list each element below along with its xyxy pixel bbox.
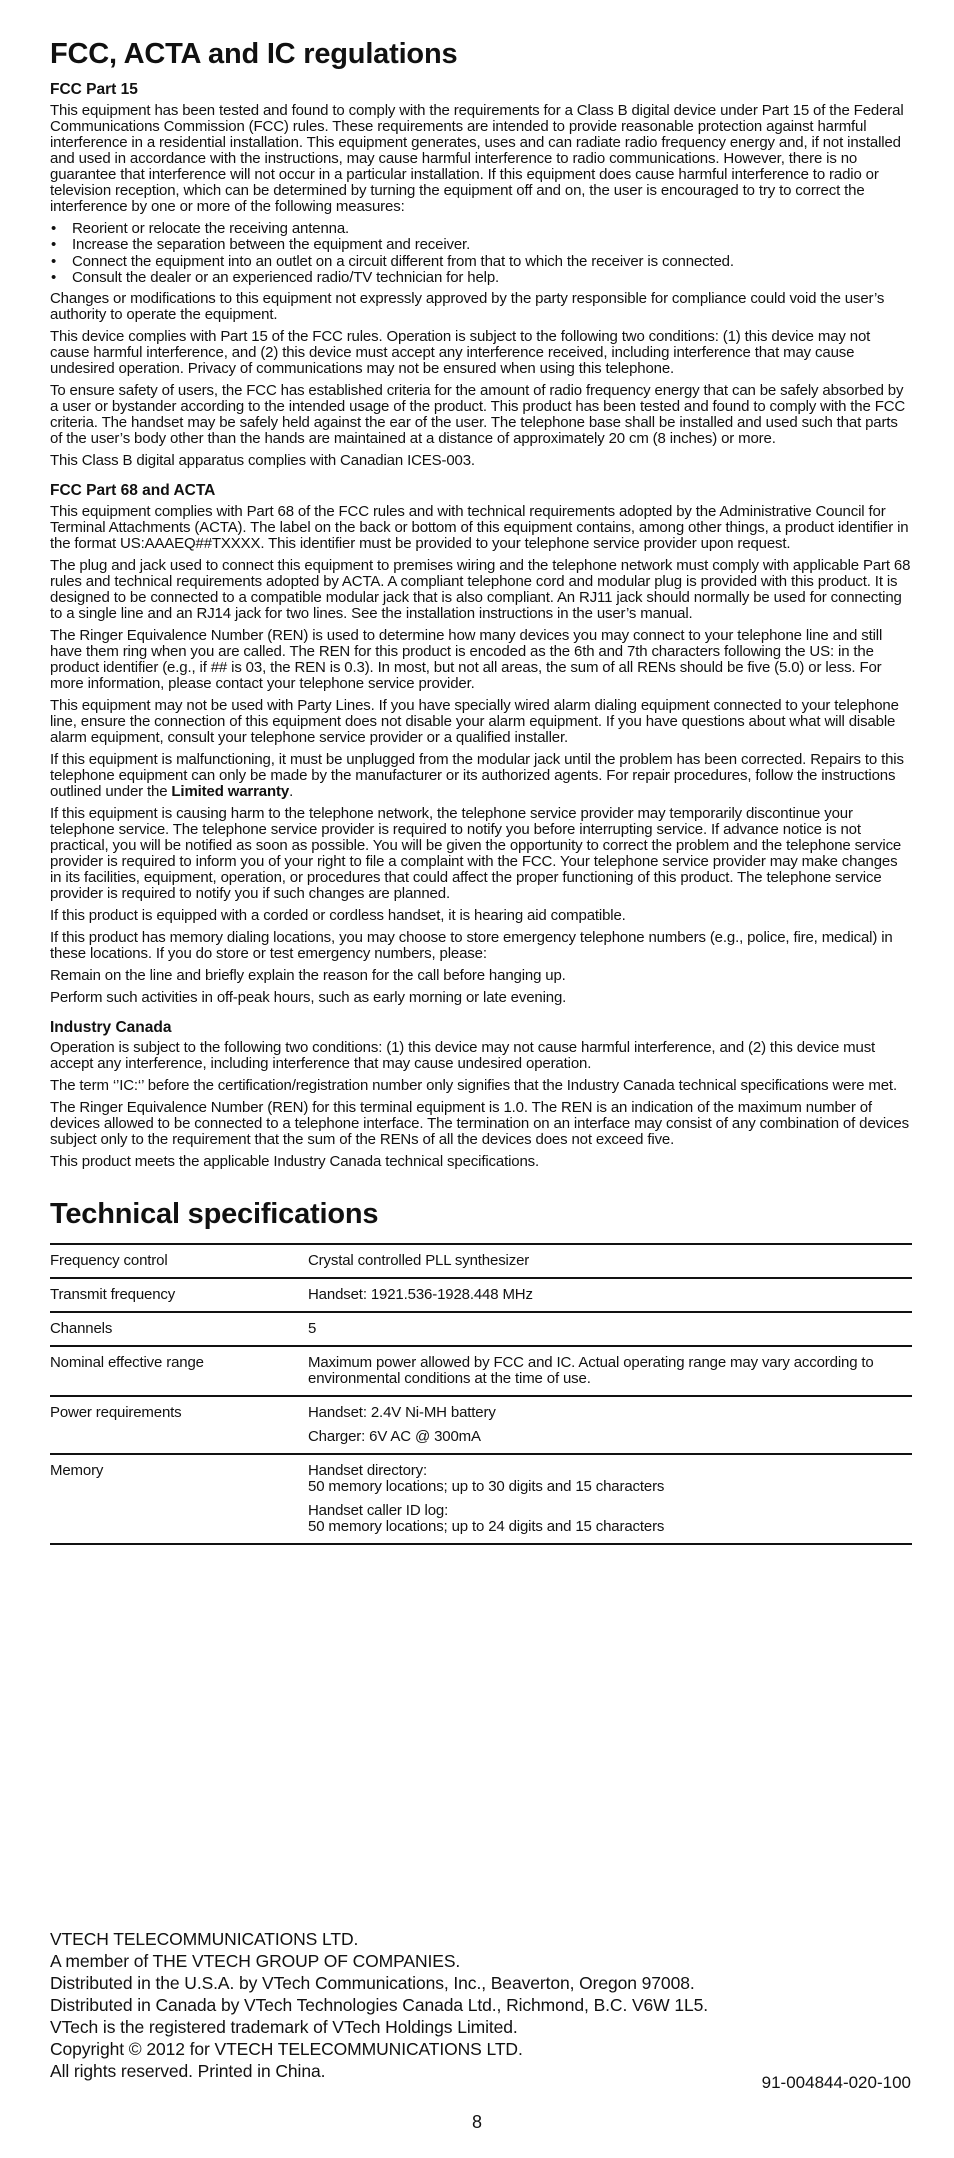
- spec-label: Channels: [50, 1312, 308, 1346]
- list-item: • Consult the dealer or an experienced radio/TV technician for help.: [50, 270, 912, 287]
- paragraph: To ensure safety of users, the FCC has established criteria for the amount of radio frequency energy that can be safely absorbed by a user or bystander according to the intended usage of the product. This product has been tested and found to comply with the FCC criteria. The handset may be safely held against the ear of the user. The telephone base shall be installed and used such that parts of the user’s body other than the hands are maintained at a distance of approximately 20 cm (8 inches) or more.: [50, 381, 906, 447]
- spec-value-line: Charger: 6V AC @ 300mA: [308, 1428, 481, 1446]
- paragraph: This equipment complies with Part 68 of the FCC rules and with technical requirements adopted by the Administrative Council for Terminal Attachments (ACTA). The label on the back or bottom of this equipment contains, among other things, a product identifier in the format US:AAAEQ##TXXXX. This identifier must be provided to your telephone service provider upon request.: [50, 502, 909, 552]
- measures-list: [50, 221, 912, 287]
- list-item: • Reorient or relocate the receiving antenna.: [50, 221, 912, 238]
- paragraph: This equipment may not be used with Party Lines. If you have specially wired alarm dialing equipment connected to your telephone line, ensure the connection of this equipment does not disable your alarm equipment. If you have questions about what will disable alarm equipment, consult your telephone service provider or a qualified installer.: [50, 696, 899, 746]
- spec-value-block: [308, 1503, 912, 1535]
- table-row: [50, 1244, 912, 1278]
- table-row: [50, 1454, 912, 1544]
- paragraph: This device complies with Part 15 of the FCC rules. Operation is subject to the following two conditions: (1) this device may not cause harmful interference, and (2) this device must accept any interference received, including interference that may cause undesired operation. Privacy of communications may not be ensured when using this telephone.: [50, 327, 871, 377]
- paragraph-text: If this equipment is malfunctioning, it must be unplugged from the modular jack until the problem has been corrected. Repairs to this telephone equipment can only be made by the manufacturer or its authorized agents. For repair procedures, follow the instructions outlined under the: [50, 750, 904, 800]
- spec-value-line: 50 memory locations; up to 30 digits and 15 characters: [308, 1478, 665, 1496]
- spec-value: [308, 1396, 912, 1454]
- paragraph: The Ringer Equivalence Number (REN) for this terminal equipment is 1.0. The REN is an indication of the maximum number of devices allowed to be connected to a telephone interface. The termination on an interface may consist of any combination of devices subject only to the requirement that the sum of the RENs of all the devices does not exceed five.: [50, 1099, 909, 1149]
- footer-line: Distributed in Canada by VTech Technologies Canada Ltd., Richmond, B.C. V6W 1L5.: [50, 1995, 709, 2015]
- spec-label: Transmit frequency: [50, 1278, 308, 1312]
- paragraph: Remain on the line and briefly explain the reason for the call before hanging up.: [50, 966, 566, 984]
- spec-value-line: Handset directory:: [308, 1462, 428, 1480]
- paragraph: This product meets the applicable Industry Canada technical specifications.: [50, 1153, 540, 1171]
- table-row: [50, 1278, 912, 1312]
- paragraph: The Ringer Equivalence Number (REN) is used to determine how many devices you may connect to your telephone line and still have them ring when you are called. The REN for this product is encoded as the 6th and 7th characters following the US: in the product identifier (e.g., if ## is 03, the REN is 0.3). In most, but not all areas, the sum of all RENs should be five (5.0) or less. For more information, please contact your telephone service provider.: [50, 626, 883, 692]
- list-item: • Connect the equipment into an outlet on a circuit different from that to which the receiver is connected.: [50, 254, 912, 271]
- fcc-part68-heading: FCC Part 68 and ACTA: [50, 481, 216, 499]
- table-row: [50, 1346, 912, 1396]
- spec-value-line: Handset caller ID log:: [308, 1502, 449, 1520]
- paragraph: [50, 752, 912, 800]
- part-number: 91-004844-020-100: [761, 2073, 911, 2092]
- paragraph: If this product is equipped with a corded or cordless handset, it is hearing aid compatible.: [50, 906, 626, 924]
- spec-label: Power requirements: [50, 1396, 308, 1454]
- footer-line: Distributed in the U.S.A. by VTech Communications, Inc., Beaverton, Oregon 97008.: [50, 1973, 695, 1993]
- company-footer: [50, 1928, 912, 2082]
- fcc-part15-section: [50, 81, 912, 469]
- industry-canada-section: [50, 1019, 912, 1171]
- spec-label: Frequency control: [50, 1244, 308, 1278]
- paragraph: If this product has memory dialing locations, you may choose to store emergency telephone numbers (e.g., police, fire, medical) in these locations. If you do store or test emergency numbers, please:: [50, 928, 893, 962]
- industry-canada-heading: Industry Canada: [50, 1018, 172, 1036]
- footer-line: VTech is the registered trademark of VTech Holdings Limited.: [50, 2017, 518, 2037]
- paragraph: This Class B digital apparatus complies with Canadian ICES-003.: [50, 451, 475, 469]
- spec-label: Nominal effective range: [50, 1346, 308, 1396]
- paragraph: If this equipment is causing harm to the telephone network, the telephone service provider may temporarily discontinue your telephone service. The telephone service provider is required to notify you before interrupting service. If advance notice is not practical, you will be notified as soon as possible. You will be given the opportunity to correct the problem and the telephone service provider is required to inform you of your right to file a complaint with the FCC. Your telephone service provider may make changes in its facilities, equipment, operation, or procedures that could affect the proper functioning of this product. The telephone service provider is required to notify you if such changes are planned.: [50, 804, 902, 902]
- table-row: [50, 1312, 912, 1346]
- spec-value: Crystal controlled PLL synthesizer: [308, 1244, 912, 1278]
- footer-line: VTECH TELECOMMUNICATIONS LTD.: [50, 1929, 359, 1949]
- paragraph: Changes or modifications to this equipment not expressly approved by the party responsible for compliance could void the user’s authority to operate the equipment.: [50, 289, 885, 323]
- paragraph: The plug and jack used to connect this equipment to premises wiring and the telephone network must comply with applicable Part 68 rules and technical requirements adopted by ACTA. A compliant telephone cord and modular plug is provided with this product. It is designed to be connected to a compatible modular jack that is also compliant. An RJ11 jack should normally be used for connecting to a single line and an RJ14 jack for two lines. See the installation instructions in the user’s manual.: [50, 556, 911, 622]
- page-content: [50, 38, 912, 1545]
- spec-value: [308, 1454, 912, 1544]
- spec-value-line: Handset: 2.4V Ni-MH battery: [308, 1404, 496, 1422]
- spec-value-line: 50 memory locations; up to 24 digits and 15 characters: [308, 1518, 665, 1536]
- list-item: • Increase the separation between the equipment and receiver.: [50, 237, 912, 254]
- fcc-part68-section: [50, 482, 912, 1006]
- paragraph: Perform such activities in off-peak hours, such as early morning or late evening.: [50, 988, 567, 1006]
- page-number: 8: [471, 2112, 482, 2132]
- spec-value-block: [308, 1463, 912, 1495]
- regulations-title: FCC, ACTA and IC regulations: [50, 38, 458, 70]
- spec-value: Maximum power allowed by FCC and IC. Actual operating range may vary according to environmental conditions at the time of use.: [308, 1346, 912, 1396]
- spec-value: Handset: 1921.536-1928.448 MHz: [308, 1278, 912, 1312]
- specs-table: [50, 1243, 912, 1545]
- paragraph: This equipment has been tested and found to comply with the requirements for a Class B digital device under Part 15 of the Federal Communications Commission (FCC) rules. These requirements are intended to provide reasonable protection against harmful interference in a residential installation. This equipment generates, uses and can radiate radio frequency energy and, if not installed and used in accordance with the instructions, may cause harmful interference to radio communications. However, there is no guarantee that interference will not occur in a particular installation. If this equipment does cause harmful interference to radio or television reception, which can be determined by turning the equipment off and on, the user is encouraged to try to correct the interference by one or more of the following measures:: [50, 101, 904, 215]
- footer-line: Copyright © 2012 for VTECH TELECOMMUNICATIONS LTD.: [50, 2039, 523, 2059]
- footer-line: A member of THE VTECH GROUP OF COMPANIES.: [50, 1951, 461, 1971]
- spec-label: Memory: [50, 1462, 104, 1480]
- table-row: [50, 1396, 912, 1454]
- paragraph: The term ‘’IC:‘’ before the certification/registration number only signifies that the Industry Canada technical specifications were met.: [50, 1077, 897, 1095]
- specs-title: Technical specifications: [50, 1198, 379, 1231]
- fcc-part15-heading: FCC Part 15: [50, 81, 138, 99]
- spec-value: 5: [308, 1312, 912, 1346]
- paragraph-text: .: [289, 782, 294, 800]
- footer-line: All rights reserved. Printed in China.: [50, 2061, 326, 2081]
- limited-warranty-reference: Limited warranty: [171, 782, 290, 800]
- paragraph: Operation is subject to the following two conditions: (1) this device may not cause harmful interference, and (2) this device must accept any interference, including interference that may cause undesired operation.: [50, 1039, 876, 1073]
